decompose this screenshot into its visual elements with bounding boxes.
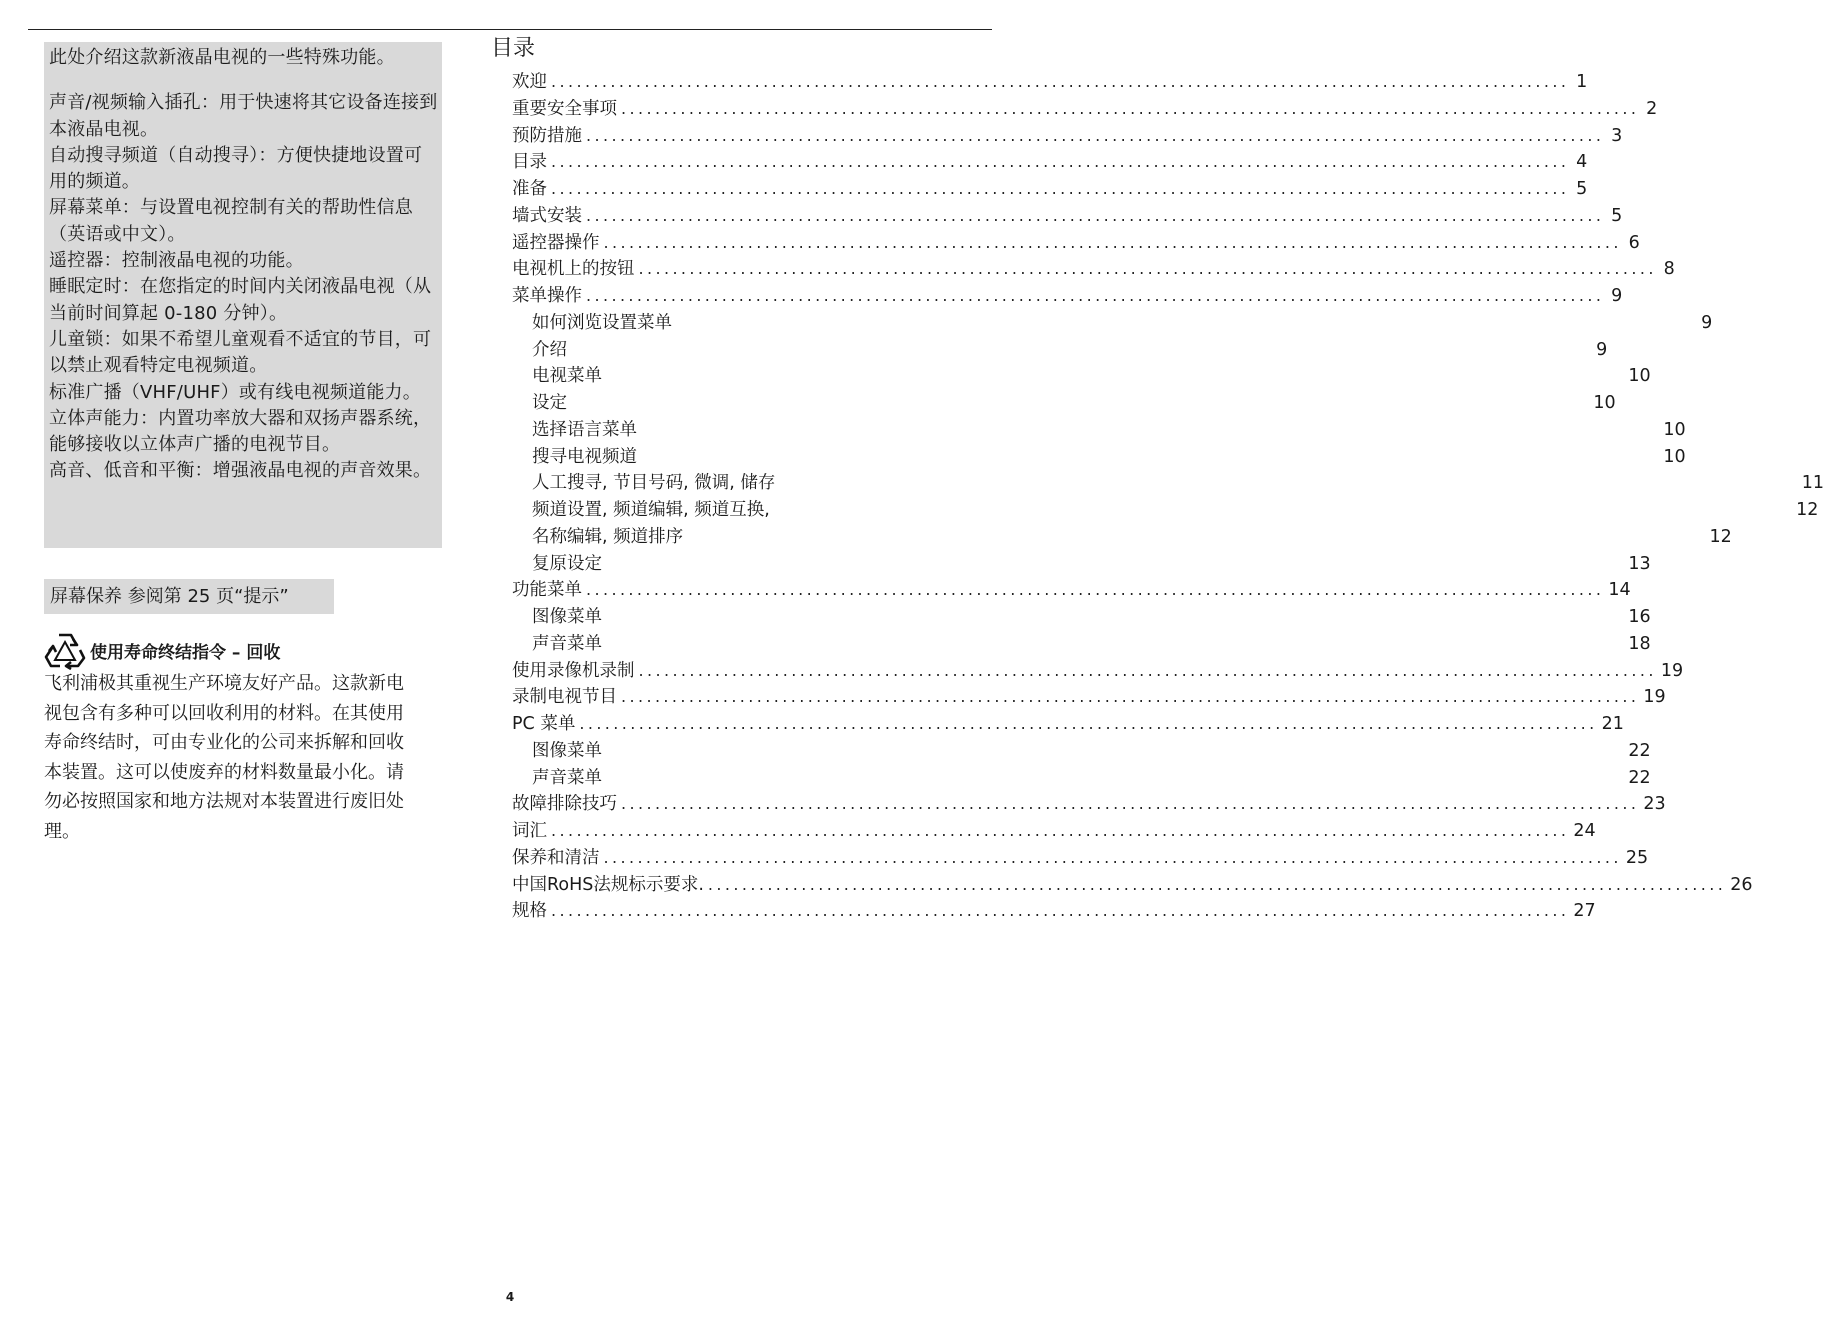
toc-leader: ........................................................................................................................ bbox=[603, 847, 1622, 867]
feature-child-lock: 儿童锁：如果不希望儿童观看不适宜的节目，可以禁止观看特定电视频道。 bbox=[49, 328, 432, 377]
toc-leader: ........................................................................................................................ bbox=[586, 580, 1605, 600]
toc-label: 如何浏览设置菜单 bbox=[532, 312, 672, 333]
toc-label: 故障排除技巧 bbox=[512, 794, 617, 815]
toc-label: PC 菜单 bbox=[512, 714, 576, 734]
toc-page: 16 bbox=[1628, 607, 1651, 627]
toc-entry[interactable] bbox=[512, 684, 1666, 711]
toc-subentry[interactable] bbox=[512, 390, 1616, 417]
toc-label: 电视菜单 bbox=[532, 366, 602, 387]
toc-subentry[interactable] bbox=[512, 470, 1824, 497]
toc-leader: ........................................................................................................................ bbox=[621, 794, 1640, 814]
toc-page: 4 bbox=[1576, 152, 1588, 173]
features-box bbox=[44, 42, 442, 548]
toc-page: 22 bbox=[1628, 740, 1651, 761]
toc-subentry[interactable] bbox=[512, 631, 1651, 658]
feature-sleep-timer: 睡眠定时：在您指定的时间内关闭液晶电视（从当前时间算起 0-180 分钟）。 bbox=[49, 276, 432, 324]
toc-page: 18 bbox=[1628, 633, 1651, 654]
toc-page: 10 bbox=[1663, 419, 1686, 440]
toc-subentry[interactable] bbox=[512, 497, 1819, 524]
toc-label: 中国RoHS法规标示要求. bbox=[512, 874, 704, 895]
toc-page: 11 bbox=[1801, 473, 1824, 494]
toc-entry[interactable] bbox=[512, 149, 1588, 176]
toc-page: 9 bbox=[1701, 312, 1713, 333]
toc-leader: ........................................................................................................................ bbox=[638, 660, 1657, 680]
toc-page: 10 bbox=[1593, 393, 1616, 413]
toc-page: 9 bbox=[1596, 339, 1608, 360]
toc-subentry[interactable] bbox=[512, 765, 1651, 792]
toc-subentry[interactable] bbox=[512, 363, 1651, 390]
toc-subentry[interactable] bbox=[512, 337, 1608, 364]
toc-label: 重要安全事项 bbox=[512, 98, 617, 119]
toc-label: 电视机上的按钮 bbox=[512, 259, 635, 280]
toc-entry[interactable] bbox=[512, 577, 1631, 604]
toc-label: 图像菜单 bbox=[532, 607, 602, 627]
toc-label: 搜寻电视频道 bbox=[532, 446, 637, 467]
feature-stereo: 立体声能力：内置功率放大器和双扬声器系统，能够接收以立体声广播的电视节目。 bbox=[49, 407, 432, 456]
recycle-body: 飞利浦极其重视生产环境友好产品。这款新电视包含有多种可以回收利用的材料。在其使用寿命终结时，可由专业化的公司来拆解和回收本装置。这可以使废弃的材料数量最小化。请勿必按照国家和地方法规对本装置进行废旧处理。 bbox=[44, 673, 404, 842]
toc-page: 25 bbox=[1625, 847, 1649, 868]
toc-entry[interactable] bbox=[512, 658, 1684, 685]
toc-entry[interactable] bbox=[512, 283, 1623, 310]
toc-label: 准备 bbox=[512, 179, 547, 199]
toc-entry[interactable] bbox=[512, 69, 1588, 96]
toc-leader: ........................................................................................................................ bbox=[586, 125, 1605, 145]
toc-leader: ........................................................................................................................ bbox=[621, 687, 1640, 707]
toc-label: 人工搜寻, 节目号码, 微调, 储存 bbox=[532, 473, 776, 494]
toc-subentry[interactable] bbox=[512, 417, 1686, 444]
toc-leader: ........................................................................................................................ bbox=[551, 179, 1570, 198]
toc-page: 6 bbox=[1628, 232, 1640, 253]
toc-page: 10 bbox=[1663, 446, 1686, 467]
toc-leader: ........................................................................................................................ bbox=[551, 901, 1570, 921]
screen-care-note: 屏幕保养 参阅第 25 页“提示” bbox=[44, 579, 334, 614]
toc-entry[interactable] bbox=[512, 176, 1588, 203]
toc-leader: ........................................................................................................................ bbox=[586, 286, 1605, 305]
toc-entry[interactable] bbox=[512, 96, 1658, 123]
toc-leader: ........................................................................................................................ bbox=[551, 72, 1570, 91]
recycle-title: 使用寿命终结指令 – 回收 bbox=[90, 642, 281, 663]
toc-label: 录制电视节目 bbox=[512, 687, 617, 708]
toc-page: 3 bbox=[1611, 125, 1623, 146]
toc-page: 21 bbox=[1601, 714, 1624, 734]
toc-entry[interactable] bbox=[512, 898, 1596, 925]
feature-av-input: 声音/视频输入插孔：用于快速将其它设备连接到本液晶电视。 bbox=[49, 92, 438, 140]
toc-label: 词汇 bbox=[512, 821, 547, 841]
toc-page: 14 bbox=[1608, 580, 1631, 601]
toc-page: 23 bbox=[1643, 794, 1666, 815]
toc-entry[interactable] bbox=[512, 845, 1649, 872]
toc-page: 8 bbox=[1663, 259, 1675, 280]
feature-broadcast: 标准广播（VHF/UHF）或有线电视频道能力。 bbox=[49, 381, 421, 403]
toc-label: 声音菜单 bbox=[532, 767, 602, 788]
toc-subentry[interactable] bbox=[512, 524, 1732, 551]
recycle-heading bbox=[44, 631, 464, 669]
toc-label: 功能菜单 bbox=[512, 580, 582, 601]
toc-label: 目录 bbox=[512, 152, 547, 173]
toc-label: 预防措施 bbox=[512, 125, 582, 146]
feature-auto-search: 自动搜寻频道（自动搜寻）：方便快捷地设置可用的频道。 bbox=[49, 144, 423, 193]
page-number: 4 bbox=[505, 1290, 515, 1304]
toc-entry[interactable] bbox=[512, 203, 1623, 230]
toc-label: 名称编辑, 频道排序 bbox=[532, 526, 684, 547]
toc-page: 27 bbox=[1573, 901, 1596, 922]
toc-label: 欢迎 bbox=[512, 72, 547, 92]
toc-leader: ........................................................................................................................ bbox=[638, 259, 1657, 279]
toc-label: 墙式安装 bbox=[512, 205, 582, 226]
toc-page: 1 bbox=[1576, 72, 1588, 92]
table-of-contents bbox=[512, 69, 1824, 925]
toc-entry[interactable] bbox=[512, 711, 1624, 738]
toc-page: 12 bbox=[1709, 526, 1732, 547]
toc-label: 介绍 bbox=[532, 339, 567, 360]
toc-entry[interactable] bbox=[512, 230, 1640, 257]
toc-subentry[interactable] bbox=[512, 738, 1651, 765]
toc-label: 菜单操作 bbox=[512, 286, 582, 306]
toc-leader: ........................................................................................................................ bbox=[707, 874, 1727, 894]
toc-page: 13 bbox=[1628, 553, 1651, 574]
toc-label: 复原设定 bbox=[532, 553, 602, 574]
top-rule bbox=[28, 29, 992, 30]
toc-leader: ........................................................................................................................ bbox=[551, 821, 1570, 840]
toc-label: 使用录像机录制 bbox=[512, 660, 635, 681]
toc-entry[interactable] bbox=[512, 791, 1666, 818]
features-intro: 此处介绍这款新液晶电视的一些特殊功能。 bbox=[49, 47, 395, 68]
toc-subentry[interactable] bbox=[512, 310, 1713, 337]
toc-label: 图像菜单 bbox=[532, 740, 602, 761]
toc-leader: ........................................................................................................................ bbox=[586, 205, 1605, 225]
toc-page: 5 bbox=[1576, 179, 1588, 199]
toc-title: 目录 bbox=[491, 36, 536, 61]
toc-label: 频道设置, 频道编辑, 频道互换, bbox=[532, 500, 770, 520]
toc-leader: ........................................................................................................................ bbox=[603, 232, 1622, 252]
toc-label: 选择语言菜单 bbox=[532, 419, 637, 440]
toc-page: 19 bbox=[1643, 687, 1666, 708]
toc-page: 5 bbox=[1611, 205, 1623, 226]
toc-page: 26 bbox=[1730, 874, 1753, 895]
toc-label: 声音菜单 bbox=[532, 633, 602, 654]
toc-page: 10 bbox=[1628, 366, 1651, 387]
toc-leader: ........................................................................................................................ bbox=[579, 714, 1598, 733]
toc-subentry[interactable] bbox=[512, 604, 1651, 631]
feature-tone: 高音、低音和平衡：增强液晶电视的声音效果。 bbox=[49, 460, 432, 482]
toc-label: 规格 bbox=[512, 901, 547, 922]
toc-label: 遥控器操作 bbox=[512, 232, 600, 253]
toc-label: 保养和清洁 bbox=[512, 847, 600, 868]
feature-remote: 遥控器：控制液晶电视的功能。 bbox=[49, 250, 304, 272]
toc-page: 22 bbox=[1628, 767, 1651, 788]
recycle-icon bbox=[44, 631, 86, 669]
toc-page: 2 bbox=[1646, 98, 1658, 119]
toc-page: 19 bbox=[1660, 660, 1684, 681]
feature-osd-menu: 屏幕菜单：与设置电视控制有关的帮助性信息（英语或中文）。 bbox=[49, 197, 413, 245]
toc-label: 设定 bbox=[532, 393, 567, 413]
toc-leader: ........................................................................................................................ bbox=[621, 98, 1640, 118]
toc-entry[interactable] bbox=[512, 872, 1753, 899]
toc-entry[interactable] bbox=[512, 256, 1675, 283]
toc-subentry[interactable] bbox=[512, 444, 1686, 471]
toc-entry[interactable] bbox=[512, 123, 1623, 150]
toc-page: 12 bbox=[1796, 500, 1819, 520]
toc-page: 24 bbox=[1573, 821, 1596, 841]
toc-page: 9 bbox=[1611, 286, 1623, 306]
toc-subentry[interactable] bbox=[512, 551, 1651, 578]
toc-entry[interactable] bbox=[512, 818, 1596, 845]
recycle-section bbox=[44, 631, 464, 846]
toc-leader: ........................................................................................................................ bbox=[551, 152, 1570, 172]
